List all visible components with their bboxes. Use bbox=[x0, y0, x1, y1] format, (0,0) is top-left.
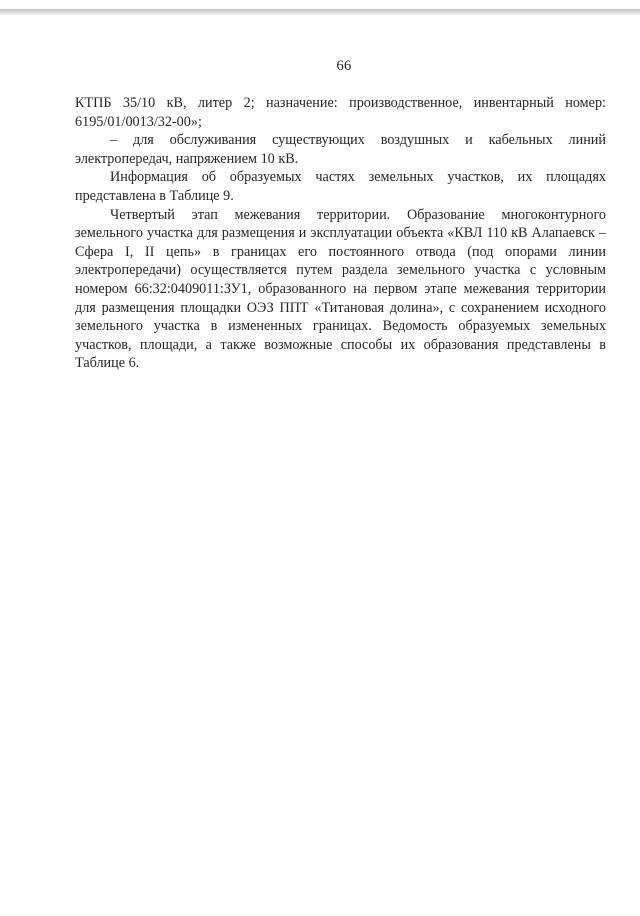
paragraph-fourth-stage: Четвертый этап межевания территории. Образование многоконтурного земельного участка для размещения и эксплуатации объекта «КВЛ 110 кВ Алапаевск – Сфера I, II цепь» в границах его постоянного отвода (под опорами линии электропередачи) осуществляется путем раздела земельного участка с условным номером 66:32:0409011:ЗУ1, образованного на первом этапе межевания территории для размещения площадки ОЭЗ ППТ «Титановая долина», с сохранением исходного земельного участка в измененных границах. Ведомость образуемых земельных участков, площади, а также возможные способы их образования представлены в Таблице 6. bbox=[75, 206, 606, 372]
scan-edge bbox=[0, 9, 640, 16]
paragraph-continuation: КТПБ 35/10 кВ, литер 2; назначение: производственное, инвентарный номер: 6195/01/0013/32-00»; bbox=[75, 95, 606, 130]
paragraph-table-9-info: Информация об образуемых частях земельных участков, их площадях представлена в Таблице 9. bbox=[75, 169, 606, 204]
page-number: 66 bbox=[336, 58, 352, 74]
document-body bbox=[75, 94, 606, 373]
paragraph-list-item: – для обслуживания существующих воздушных и кабельных линий электропередач, напряжением 10 кВ. bbox=[75, 132, 606, 167]
